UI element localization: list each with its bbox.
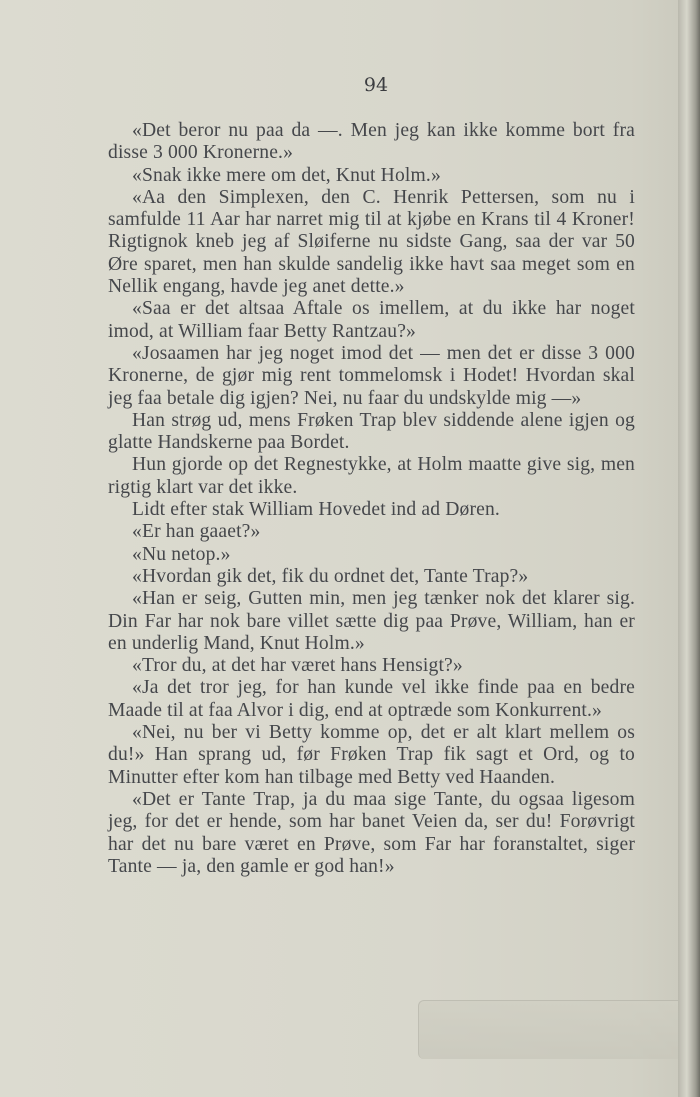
paragraph: «Hvordan gik det, fik du ordnet det, Tante Trap?» (132, 565, 529, 587)
body-text (108, 120, 635, 878)
paragraph: Han strøg ud, mens Frøken Trap blev siddende alene igjen og glatte Handskerne paa Bordet. (108, 409, 635, 454)
paragraph: Lidt efter stak William Hovedet ind ad Døren. (132, 499, 500, 521)
paragraph: «Nu netop.» (132, 543, 231, 565)
paragraph: «Josaamen har jeg noget imod det — men det er disse 3 000 Kronerne, de gjør mig rent tommelomsk i Hodet! Hvordan skal jeg faa betale dig igjen? Nei, nu faar du undskylde mig —» (108, 342, 635, 409)
paragraph: «Ja det tror jeg, for han kunde vel ikke finde paa en bedre Maade til at faa Alvor i dig, end at optræde som Konkurrent.» (108, 677, 635, 721)
paragraph: «Snak ikke mere om det, Knut Holm.» (132, 164, 441, 186)
paragraph: «Han er seig, Gutten min, men jeg tænker nok det klarer sig. Din Far har nok bare villet sætte dig paa Prøve, William, han er en underlig Mand, Knut Holm.» (108, 588, 635, 654)
paragraph: «Aa den Simplexen, den C. Henrik Pettersen, som nu i samfulde 11 Aar har narret mig til at kjøbe en Krans til 4 Kroner! Rigtignok kneb jeg af Sløiferne nu sidste Gang, saa der var 50 Øre sparet, men han skulde sandelig ikke havt saa meget som en Nellik engang, havde jeg anet dette.» (108, 186, 635, 298)
paragraph: «Tror du, at det har været hans Hensigt?» (132, 655, 463, 677)
paragraph: Hun gjorde op det Regnestykke, at Holm maatte give sig, men rigtig klart var det ikke. (108, 454, 635, 498)
paragraph: «Saa er det altsaa Aftale os imellem, at du ikke har noget imod, at William faar Betty Rantzau?» (108, 298, 635, 342)
paragraph: «Det er Tante Trap, ja du maa sige Tante, du ogsaa ligesom jeg, for det er hende, som har banet Veien da, ser du! Forøvrigt har det nu bare været en Prøve, som Far har foranstaltet, siger Tante — ja, den gamle er god han!» (108, 788, 635, 877)
paragraph: «Nei, nu ber vi Betty komme op, det er alt klart mellem os du!» Han sprang ud, før Frøken Trap fik sagt et Ord, og to Minutter efter kom han tilbage med Betty ved Haanden. (108, 722, 635, 788)
page-fold-shadow (418, 1000, 689, 1059)
page-number: 94 (363, 74, 389, 96)
book-spine-edge (678, 0, 700, 1097)
paragraph: «Er han gaaet?» (132, 521, 261, 543)
paragraph: «Det beror nu paa da —. Men jeg kan ikke komme bort fra disse 3 000 Kronerne.» (108, 120, 635, 164)
